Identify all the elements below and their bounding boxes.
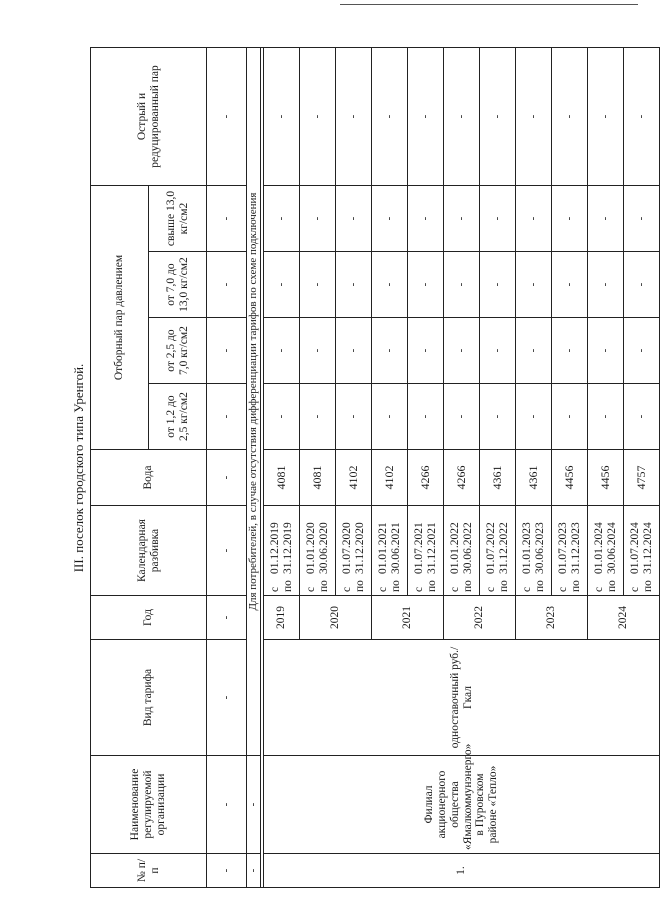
from-prefix: с — [628, 586, 641, 592]
period-from-date: 01.01.2022 — [448, 522, 461, 574]
period-to — [426, 509, 439, 592]
row-number: 1. — [264, 854, 660, 888]
dash-cell: - — [552, 384, 588, 450]
period-to — [642, 509, 655, 592]
dash-cell: - — [372, 48, 408, 186]
water-value: 4361 — [480, 450, 516, 506]
period-to — [570, 509, 583, 592]
header-steam-2: от 2,5 до 7,0 кг/см2 — [149, 318, 207, 384]
dash-cell: - — [480, 384, 516, 450]
to-prefix: по — [497, 580, 510, 592]
dash-cell: - — [300, 252, 336, 318]
tariff-kind: одноставочный руб./Гкал — [264, 640, 660, 756]
note-row — [247, 48, 261, 888]
dash-cell: - — [264, 186, 300, 252]
table-row — [264, 48, 300, 888]
header-year: Год — [91, 596, 207, 640]
period-from — [485, 509, 498, 592]
header-water: Вода — [91, 450, 207, 506]
dash-cell: - — [264, 384, 300, 450]
header-steam-3: от 7,0 до 13,0 кг/см2 — [149, 252, 207, 318]
dash-cell: - — [588, 252, 624, 318]
period-cell — [480, 506, 516, 596]
dash-cell: - — [480, 48, 516, 186]
period-to-date: 31.12.2020 — [353, 522, 366, 574]
dash-cell: - — [207, 450, 247, 506]
dash-cell: - — [336, 384, 372, 450]
header-tariff-type: Вид тарифа — [91, 640, 207, 756]
dash-cell: - — [207, 48, 247, 186]
header-steam-group: Отборный пар давлением — [91, 186, 149, 450]
dash-cell: - — [300, 186, 336, 252]
dash-cell: - — [264, 48, 300, 186]
dash-cell: - — [588, 318, 624, 384]
from-prefix: с — [412, 586, 425, 592]
period-from — [521, 509, 534, 592]
dash-cell: - — [624, 186, 660, 252]
year-cell: 2019 — [264, 596, 300, 640]
period-from — [305, 509, 318, 592]
year-cell: 2024 — [588, 596, 660, 640]
dash-cell: - — [300, 48, 336, 186]
section-title: III. поселок городского типа Уренгой. — [71, 363, 86, 573]
period-from-date: 01.07.2023 — [556, 522, 569, 574]
period-from — [449, 509, 462, 592]
period-from-date: 01.01.2021 — [376, 522, 389, 574]
dash-cell: - — [624, 318, 660, 384]
period-to — [606, 509, 619, 592]
dash-cell: - — [336, 318, 372, 384]
from-prefix: с — [376, 586, 389, 592]
dash-cell: - — [444, 252, 480, 318]
dash-cell: - — [588, 48, 624, 186]
from-prefix: с — [304, 586, 317, 592]
dash-cell: - — [372, 384, 408, 450]
header-row-1 — [91, 48, 149, 888]
from-prefix: с — [484, 586, 497, 592]
period-from — [413, 509, 426, 592]
dash-cell: - — [516, 318, 552, 384]
period-to-date: 30.06.2022 — [461, 522, 474, 574]
water-value: 4266 — [408, 450, 444, 506]
to-prefix: по — [317, 580, 330, 592]
water-value: 4456 — [588, 450, 624, 506]
period-cell — [588, 506, 624, 596]
tariff-table — [90, 47, 660, 888]
dash-cell: - — [408, 252, 444, 318]
period-cell — [264, 506, 300, 596]
dash-cell: - — [264, 318, 300, 384]
dash-cell: - — [624, 384, 660, 450]
period-from-date: 01.07.2022 — [484, 522, 497, 574]
dash-cell: - — [247, 854, 261, 888]
water-value: 4102 — [336, 450, 372, 506]
dash-cell: - — [336, 186, 372, 252]
period-cell — [516, 506, 552, 596]
dash-cell: - — [264, 252, 300, 318]
to-prefix: по — [353, 580, 366, 592]
dash-cell: - — [207, 854, 247, 888]
header-num: № п/п — [91, 854, 207, 888]
to-prefix: по — [281, 580, 294, 592]
period-from-date: 01.07.2020 — [340, 522, 353, 574]
dash-cell: - — [444, 186, 480, 252]
water-value: 4266 — [444, 450, 480, 506]
period-cell — [408, 506, 444, 596]
period-to — [318, 509, 331, 592]
dash-cell: - — [624, 252, 660, 318]
dash-cell: - — [207, 186, 247, 252]
dash-cell: - — [207, 506, 247, 596]
dash-cell: - — [207, 756, 247, 854]
dash-row — [207, 48, 247, 888]
period-to-date: 30.06.2024 — [605, 522, 618, 574]
year-cell: 2021 — [372, 596, 444, 640]
to-prefix: по — [425, 580, 438, 592]
dash-cell: - — [552, 318, 588, 384]
dash-cell: - — [372, 186, 408, 252]
dash-cell: - — [552, 186, 588, 252]
dash-cell: - — [516, 252, 552, 318]
period-from — [269, 509, 282, 592]
period-from-date: 01.01.2024 — [592, 522, 605, 574]
from-prefix: с — [340, 586, 353, 592]
dash-cell: - — [207, 318, 247, 384]
period-from-date: 01.07.2021 — [412, 522, 425, 574]
dash-cell: - — [552, 48, 588, 186]
dash-cell: - — [408, 384, 444, 450]
dash-cell: - — [516, 384, 552, 450]
period-to — [354, 509, 367, 592]
header-steam-1: от 1,2 до 2,5 кг/см2 — [149, 384, 207, 450]
dash-cell: - — [207, 384, 247, 450]
water-value: 4757 — [624, 450, 660, 506]
period-from — [557, 509, 570, 592]
from-prefix: с — [592, 586, 605, 592]
period-to-date: 31.12.2024 — [641, 522, 654, 574]
from-prefix: с — [556, 586, 569, 592]
org-name: Филиал акционерного общества «Ямалкоммунэнерго» в Пуровском районе «Тепло» — [264, 756, 660, 854]
period-to-date: 30.06.2023 — [533, 522, 546, 574]
dash-cell: - — [207, 640, 247, 756]
dash-cell: - — [336, 48, 372, 186]
dash-cell: - — [300, 318, 336, 384]
top-rule — [340, 4, 638, 5]
period-from-date: 01.12.2019 — [268, 522, 281, 574]
water-value: 4081 — [264, 450, 300, 506]
from-prefix: с — [520, 586, 533, 592]
dash-cell: - — [516, 186, 552, 252]
dash-cell: - — [480, 186, 516, 252]
water-value: 4361 — [516, 450, 552, 506]
period-from — [593, 509, 606, 592]
to-prefix: по — [605, 580, 618, 592]
to-prefix: по — [461, 580, 474, 592]
period-cell — [552, 506, 588, 596]
dash-cell: - — [408, 318, 444, 384]
consumer-note: Для потребителей, в случае отсутствия дифференциации тарифов по схеме подключения — [247, 48, 261, 756]
period-cell — [336, 506, 372, 596]
water-value: 4102 — [372, 450, 408, 506]
to-prefix: по — [389, 580, 402, 592]
period-to — [390, 509, 403, 592]
dash-cell: - — [588, 384, 624, 450]
dash-cell: - — [444, 318, 480, 384]
year-cell: 2023 — [516, 596, 588, 640]
period-cell — [444, 506, 480, 596]
period-from — [341, 509, 354, 592]
period-cell — [624, 506, 660, 596]
rotated-page — [68, 48, 654, 888]
period-from — [377, 509, 390, 592]
dash-cell: - — [207, 252, 247, 318]
dash-cell: - — [624, 48, 660, 186]
period-cell — [300, 506, 336, 596]
dash-cell: - — [408, 48, 444, 186]
year-cell: 2022 — [444, 596, 516, 640]
period-to-date: 31.12.2022 — [497, 522, 510, 574]
period-to-date: 30.06.2021 — [389, 522, 402, 574]
period-to-date: 31.12.2023 — [569, 522, 582, 574]
dash-cell: - — [444, 384, 480, 450]
period-cell — [372, 506, 408, 596]
period-from-date: 01.01.2020 — [304, 522, 317, 574]
header-period: Календарная разбивка — [91, 506, 207, 596]
dash-cell: - — [336, 252, 372, 318]
period-to — [282, 509, 295, 592]
from-prefix: с — [448, 586, 461, 592]
dash-cell: - — [408, 186, 444, 252]
header-org: Наименование регулируемой организации — [91, 756, 207, 854]
period-from-date: 01.01.2023 — [520, 522, 533, 574]
to-prefix: по — [569, 580, 582, 592]
period-to-date: 31.12.2019 — [281, 522, 294, 574]
period-to — [462, 509, 475, 592]
period-to-date: 31.12.2021 — [425, 522, 438, 574]
period-to — [498, 509, 511, 592]
period-from-date: 01.07.2024 — [628, 522, 641, 574]
to-prefix: по — [641, 580, 654, 592]
period-to — [534, 509, 547, 592]
water-value: 4081 — [300, 450, 336, 506]
dash-cell: - — [480, 318, 516, 384]
dash-cell: - — [588, 186, 624, 252]
dash-cell: - — [552, 252, 588, 318]
dash-cell: - — [247, 756, 261, 854]
dash-cell: - — [480, 252, 516, 318]
dash-cell: - — [516, 48, 552, 186]
dash-cell: - — [372, 252, 408, 318]
dash-cell: - — [300, 384, 336, 450]
year-cell: 2020 — [300, 596, 372, 640]
header-steam-4: свыше 13,0 кг/см2 — [149, 186, 207, 252]
dash-cell: - — [372, 318, 408, 384]
water-value: 4456 — [552, 450, 588, 506]
from-prefix: с — [268, 586, 281, 592]
to-prefix: по — [533, 580, 546, 592]
period-from — [629, 509, 642, 592]
period-to-date: 30.06.2020 — [317, 522, 330, 574]
dash-cell: - — [444, 48, 480, 186]
dash-cell: - — [207, 596, 247, 640]
header-sharp-steam: Острый и редуцированный пар — [91, 48, 207, 186]
